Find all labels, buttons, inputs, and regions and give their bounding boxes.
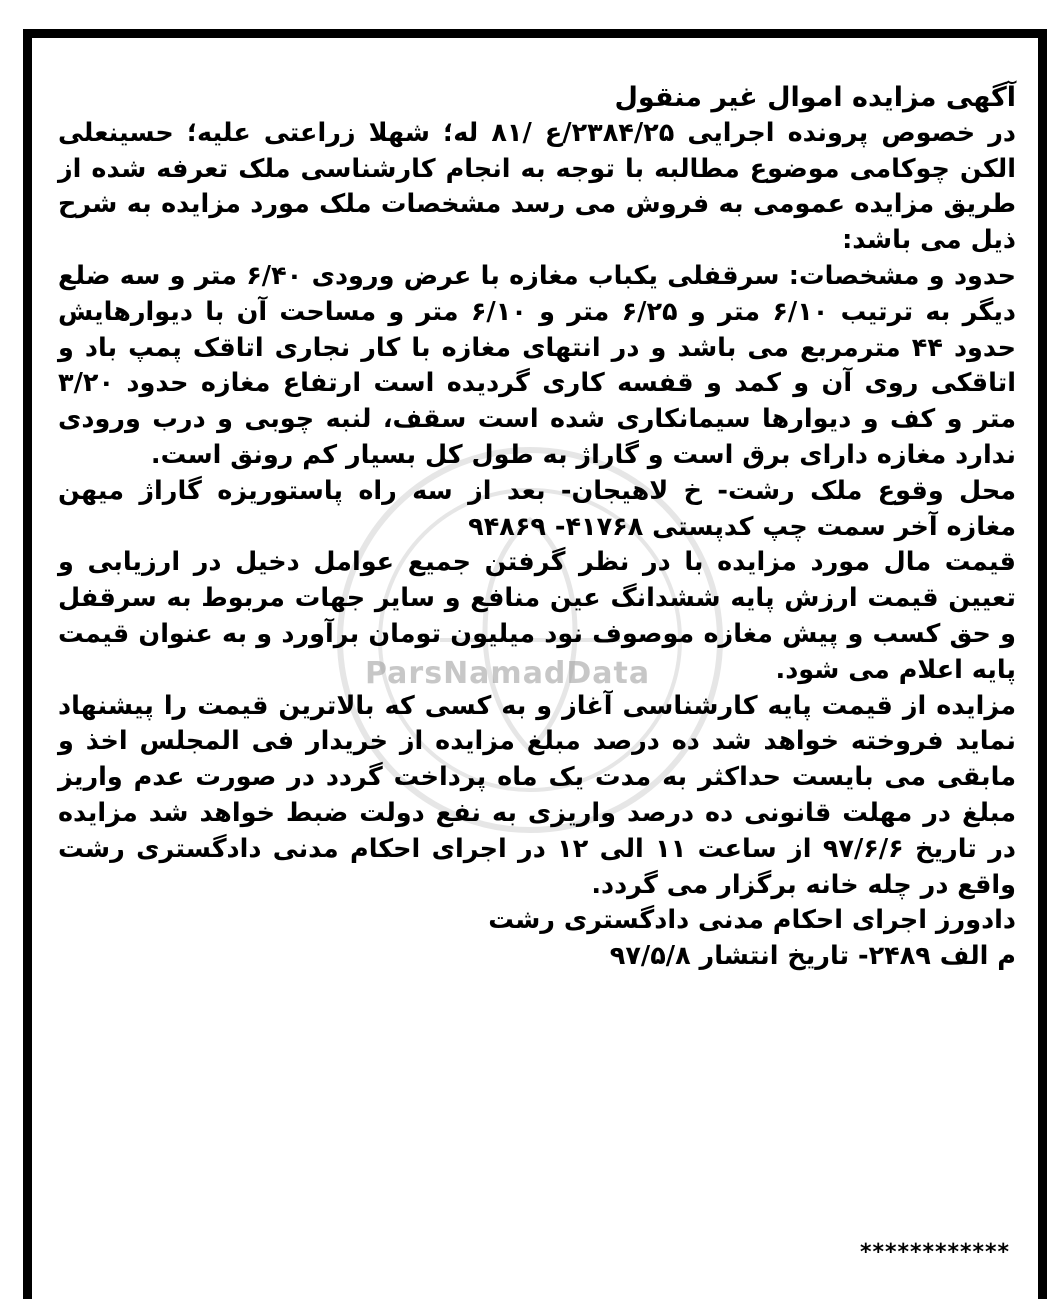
location-paragraph: محل وقوع ملک رشت- خ لاهیجان- بعد از سه راه پاستوریزه گاراژ میهن مغازه آخر سمت چپ کدپستی ۴۱۷۶۸- ۹۴۸۶۹ xyxy=(58,475,1016,542)
signature-line: دادورز اجرای احکام مدنی دادگستری رشت xyxy=(488,905,1016,936)
watermark-brand: ParsNamadData xyxy=(365,656,651,691)
notice-title: آگهی مزایده اموال غیر منقول xyxy=(614,82,1016,113)
terms-paragraph: مزایده از قیمت پایه کارشناسی آغاز و به کسی که بالاترین قیمت را پیشنهاد نماید فروخته خواهد شد ده درصد مبلغ مزایده از خریدار فی المجلس اخذ و مابقی می بایست حداکثر به مدت یک ماه پرداخت گردد در صورت عدم واریز مبلغ در مهلت قانونی ده درصد واریزی به نفع دولت ضبط خواهد شد مزایده در تاریخ ۹۷/۶/۶ از ساعت ۱۱ الی ۱۲ در اجرای احکام مدنی دادگستری رشت واقع در چله خانه برگزار می گردد. xyxy=(58,690,1016,900)
notice-body xyxy=(58,80,1016,975)
separator-stars: ************ xyxy=(859,1240,1010,1265)
case-paragraph: در خصوص پرونده اجرایی ۲۳۸۴/۲۵/ع /۸۱ له؛ شهلا زراعتی علیه؛ حسینعلی الکن چوکامی موضوع مطالبه با توجه به انجام کارشناسی ملک تعرفه شده از طریق مزایده عمومی به فروش می رسد مشخصات ملک مورد مزایده به شرح ذیل می باشد: xyxy=(58,117,1016,256)
reference-line: م الف ۲۴۸۹- تاریخ انتشار ۹۷/۵/۸ xyxy=(609,941,1016,972)
price-paragraph: قیمت مال مورد مزایده با در نظر گرفتن جمیع عوامل دخیل در ارزیابی و تعیین قیمت ارزش پایه ششدانگ عین منافع و سایر جهات مربوط به سرقفل و حق کسب و پیش مغازه موصوف نود میلیون تومان برآورد و به عنوان قیمت پایه اعلام می شود. xyxy=(58,547,1016,685)
specs-paragraph: حدود و مشخصات: سرقفلی یکباب مغازه با عرض ورودی ۶/۴۰ متر و سه ضلع دیگر به ترتیب ۶/۱۰ متر و ۶/۲۵ متر و ۶/۱۰ متر و مساحت آن با دیوارهایش حدود ۴۴ مترمربع می باشد و در انتهای مغازه با کار نجاری اتاقک پمپ باد و اتاقکی روی آن و کمد و قفسه کاری گردیده است ارتفاع مغازه حدود ۳/۲۰ متر و کف و دیوارها سیمانکاری شده است سقف، لنبه چوبی و درب ورودی ندارد مغازه دارای برق است و گاراژ به طول کل بسیار کم رونق است. xyxy=(58,260,1016,470)
